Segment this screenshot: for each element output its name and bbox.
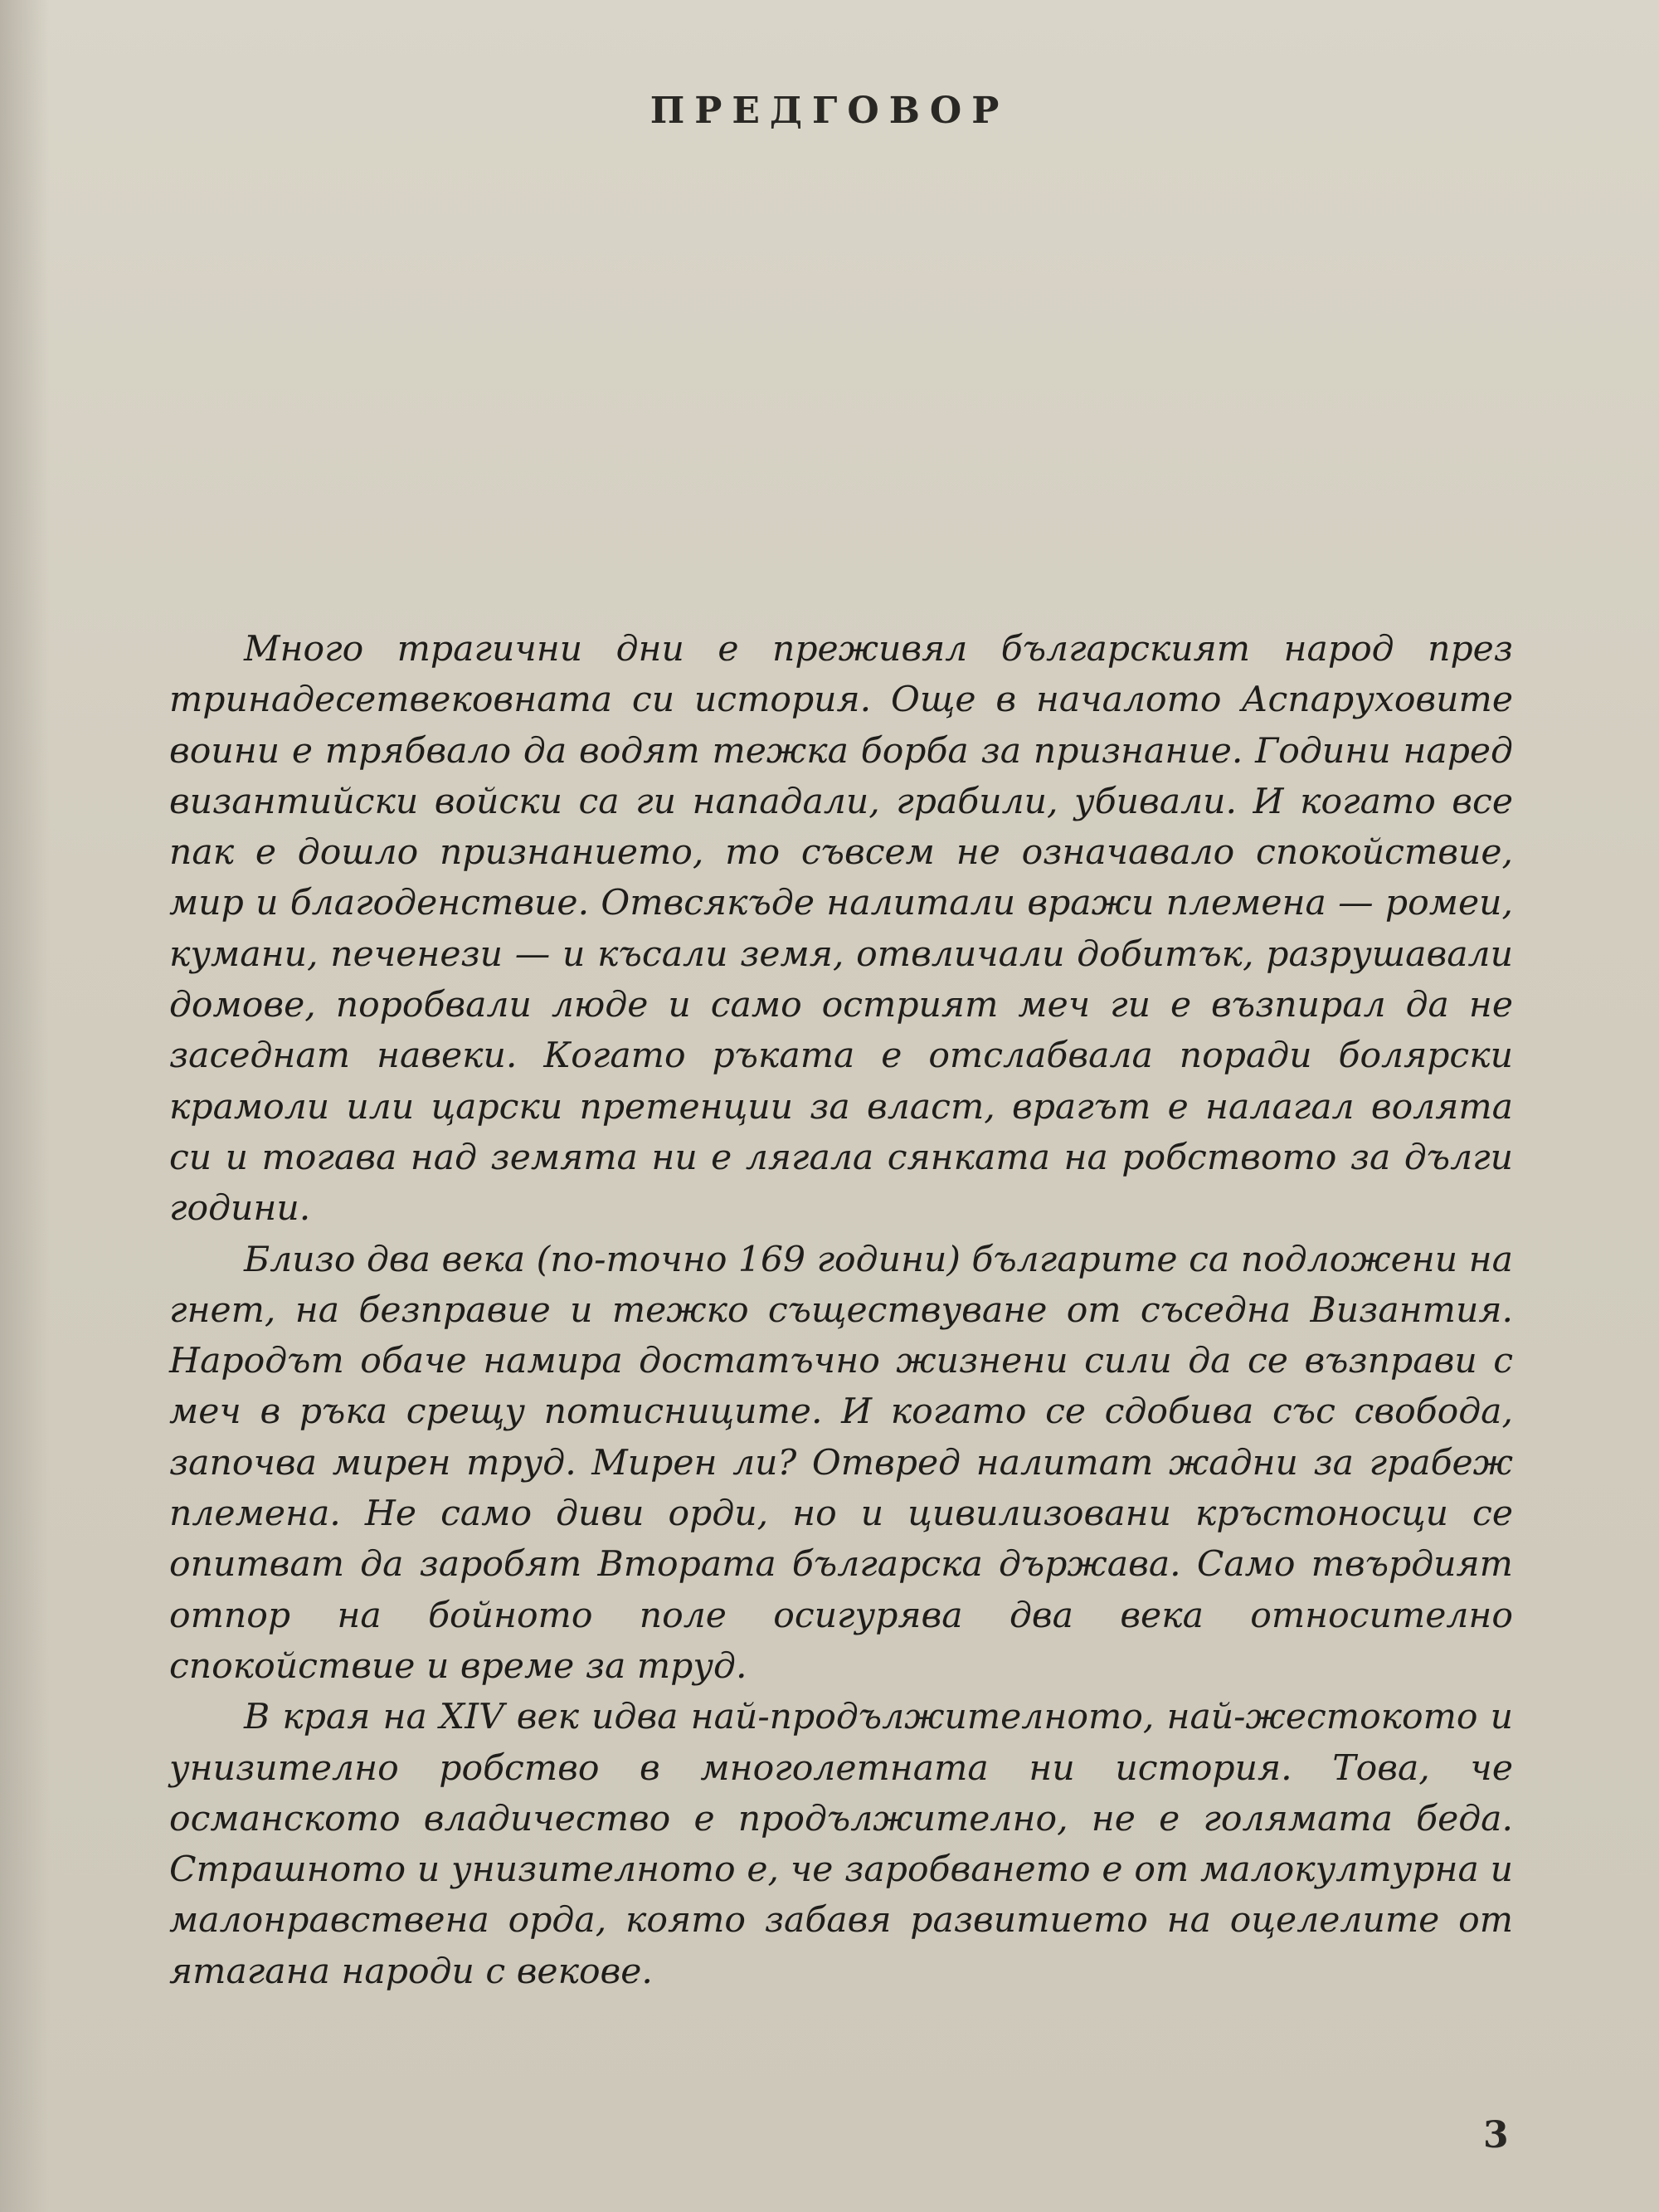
page-gutter-shadow (0, 0, 50, 2212)
paragraph-2: Близо два века (по-точно 169 години) българите са подложени на гнет, на безправие и тежко съществуване от съседна Византия. Народът обаче намира достатъчно жизнени сили да се възправи с меч в ръка срещу потисниците. И когато се сдобива със свобода, започва мирен труд. Мирен ли? Отвред налитат жадни за грабеж племена. Не само диви орди, но и цивилизовани кръстоносци се опитват да заробят Втората българска държава. Само твърдият отпор на бойното поле осигурява два века относително спокойствие и време за труд. (169, 1239, 1513, 1687)
page-number: 3 (1483, 2114, 1509, 2156)
paragraph-3: В края на XIV век идва най-продължителното, най-жестокото и унизително робство в многолетната ни история. Това, че османското владичество е продължително, не е голямата беда. Страшното и унизителното е, че заробването е от малокултурна и малонравствена орда, която забавя развитието на оцелелите от ятагана народи с векове. (169, 1697, 1513, 1992)
preface-text (169, 624, 1513, 1997)
page-title: ПРЕДГОВОР (649, 90, 1010, 132)
paragraph-1: Много трагични дни е преживял българският народ през тринадесетвековната си история. Още в началото Аспаруховите воини е трябвало да водят тежка борба за признание. Години наред византийски войски са ги нападали, грабили, убивали. И когато все пак е дошло признанието, то съвсем не означавало спокойствие, мир и благоденствие. Отвсякъде налитали вражи племена — ромеи, кумани, печенези — и късали земя, отвличали добитък, разрушавали домове, поробвали люде и само острият меч ги е възпирал да не заседнат навеки. Когато ръката е отслабвала поради болярски крамоли или царски претенции за власт, врагът е налагал волята си и тогава над земята ни е лягала сянката на робството за дълги години. (169, 629, 1513, 1230)
